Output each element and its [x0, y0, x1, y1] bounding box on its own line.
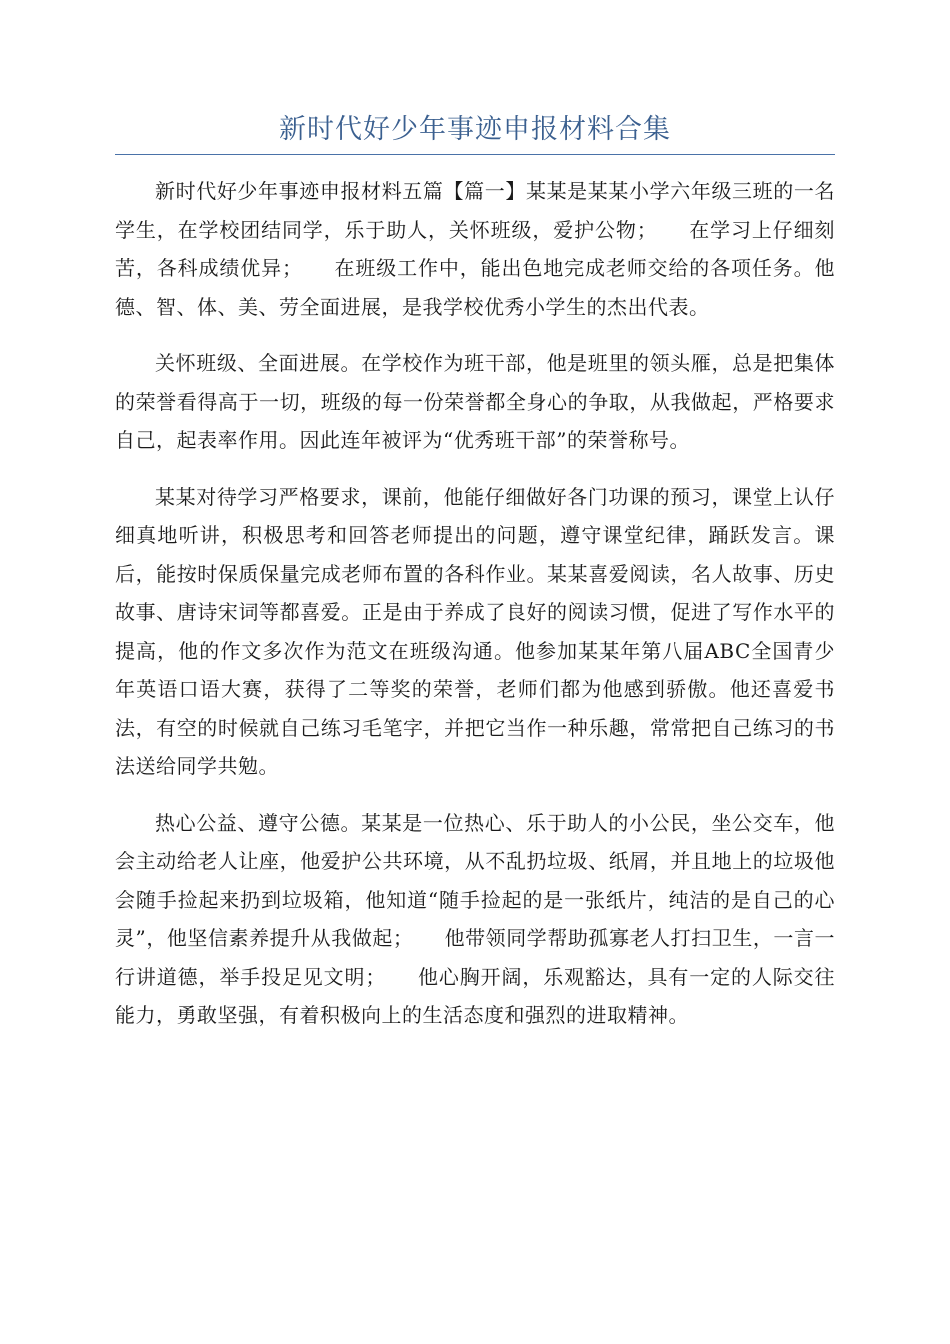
document-body: [115, 172, 835, 1053]
paragraph-1: 新时代好少年事迹申报材料五篇【篇一】某某是某某小学六年级三班的一名学生，在学校团结同学，乐于助人，关怀班级，爱护公物； 在学习上仔细刻苦，各科成绩优异； 在班级工作中，能出色地完成老师交给的各项任务。他德、智、体、美、劳全面进展，是我学校优秀小学生的杰出代表。: [115, 179, 835, 319]
paragraph-3: 某某对待学习严格要求，课前，他能仔细做好各门功课的预习，课堂上认仔细真地听讲，积极思考和回答老师提出的问题，遵守课堂纪律，踊跃发言。课后，能按时保质保量完成老师布置的各科作业。某某喜爱阅读，名人故事、历史故事、唐诗宋词等都喜爱。正是由于养成了良好的阅读习惯，促进了写作水平的提高，他的作文多次作为范文在班级沟通。他参加某某年第八届ABC全国青少年英语口语大赛，获得了二等奖的荣誉，老师们都为他感到骄傲。他还喜爱书法，有空的时候就自己练习毛笔字，并把它当作一种乐趣，常常把自己练习的书法送给同学共勉。: [115, 484, 835, 778]
paragraph-4: 热心公益、遵守公德。某某是一位热心、乐于助人的小公民，坐公交车，他会主动给老人让座，他爱护公共环境，从不乱扔垃圾、纸屑，并且地上的垃圾他会随手捡起来扔到垃圾箱，他知道“随手捡起的是一张纸片，纯洁的是自己的心灵”，他坚信素养提升从我做起； 他带领同学帮助孤寡老人打扫卫生，一言一行讲道德，举手投足见文明； 他心胸开阔，乐观豁达，具有一定的人际交往能力，勇敢坚强，有着积极向上的生活态度和强烈的进取精神。: [115, 810, 835, 1027]
document-title: 新时代好少年事迹申报材料合集: [279, 114, 671, 145]
paragraph-2: 关怀班级、全面进展。在学校作为班干部，他是班里的领头雁，总是把集体的荣誉看得高于一切，班级的每一份荣誉都全身心的争取，从我做起，严格要求自己，起表率作用。因此连年被评为“优秀班干部”的荣誉称号。: [115, 351, 835, 452]
title-underline: [115, 154, 835, 155]
